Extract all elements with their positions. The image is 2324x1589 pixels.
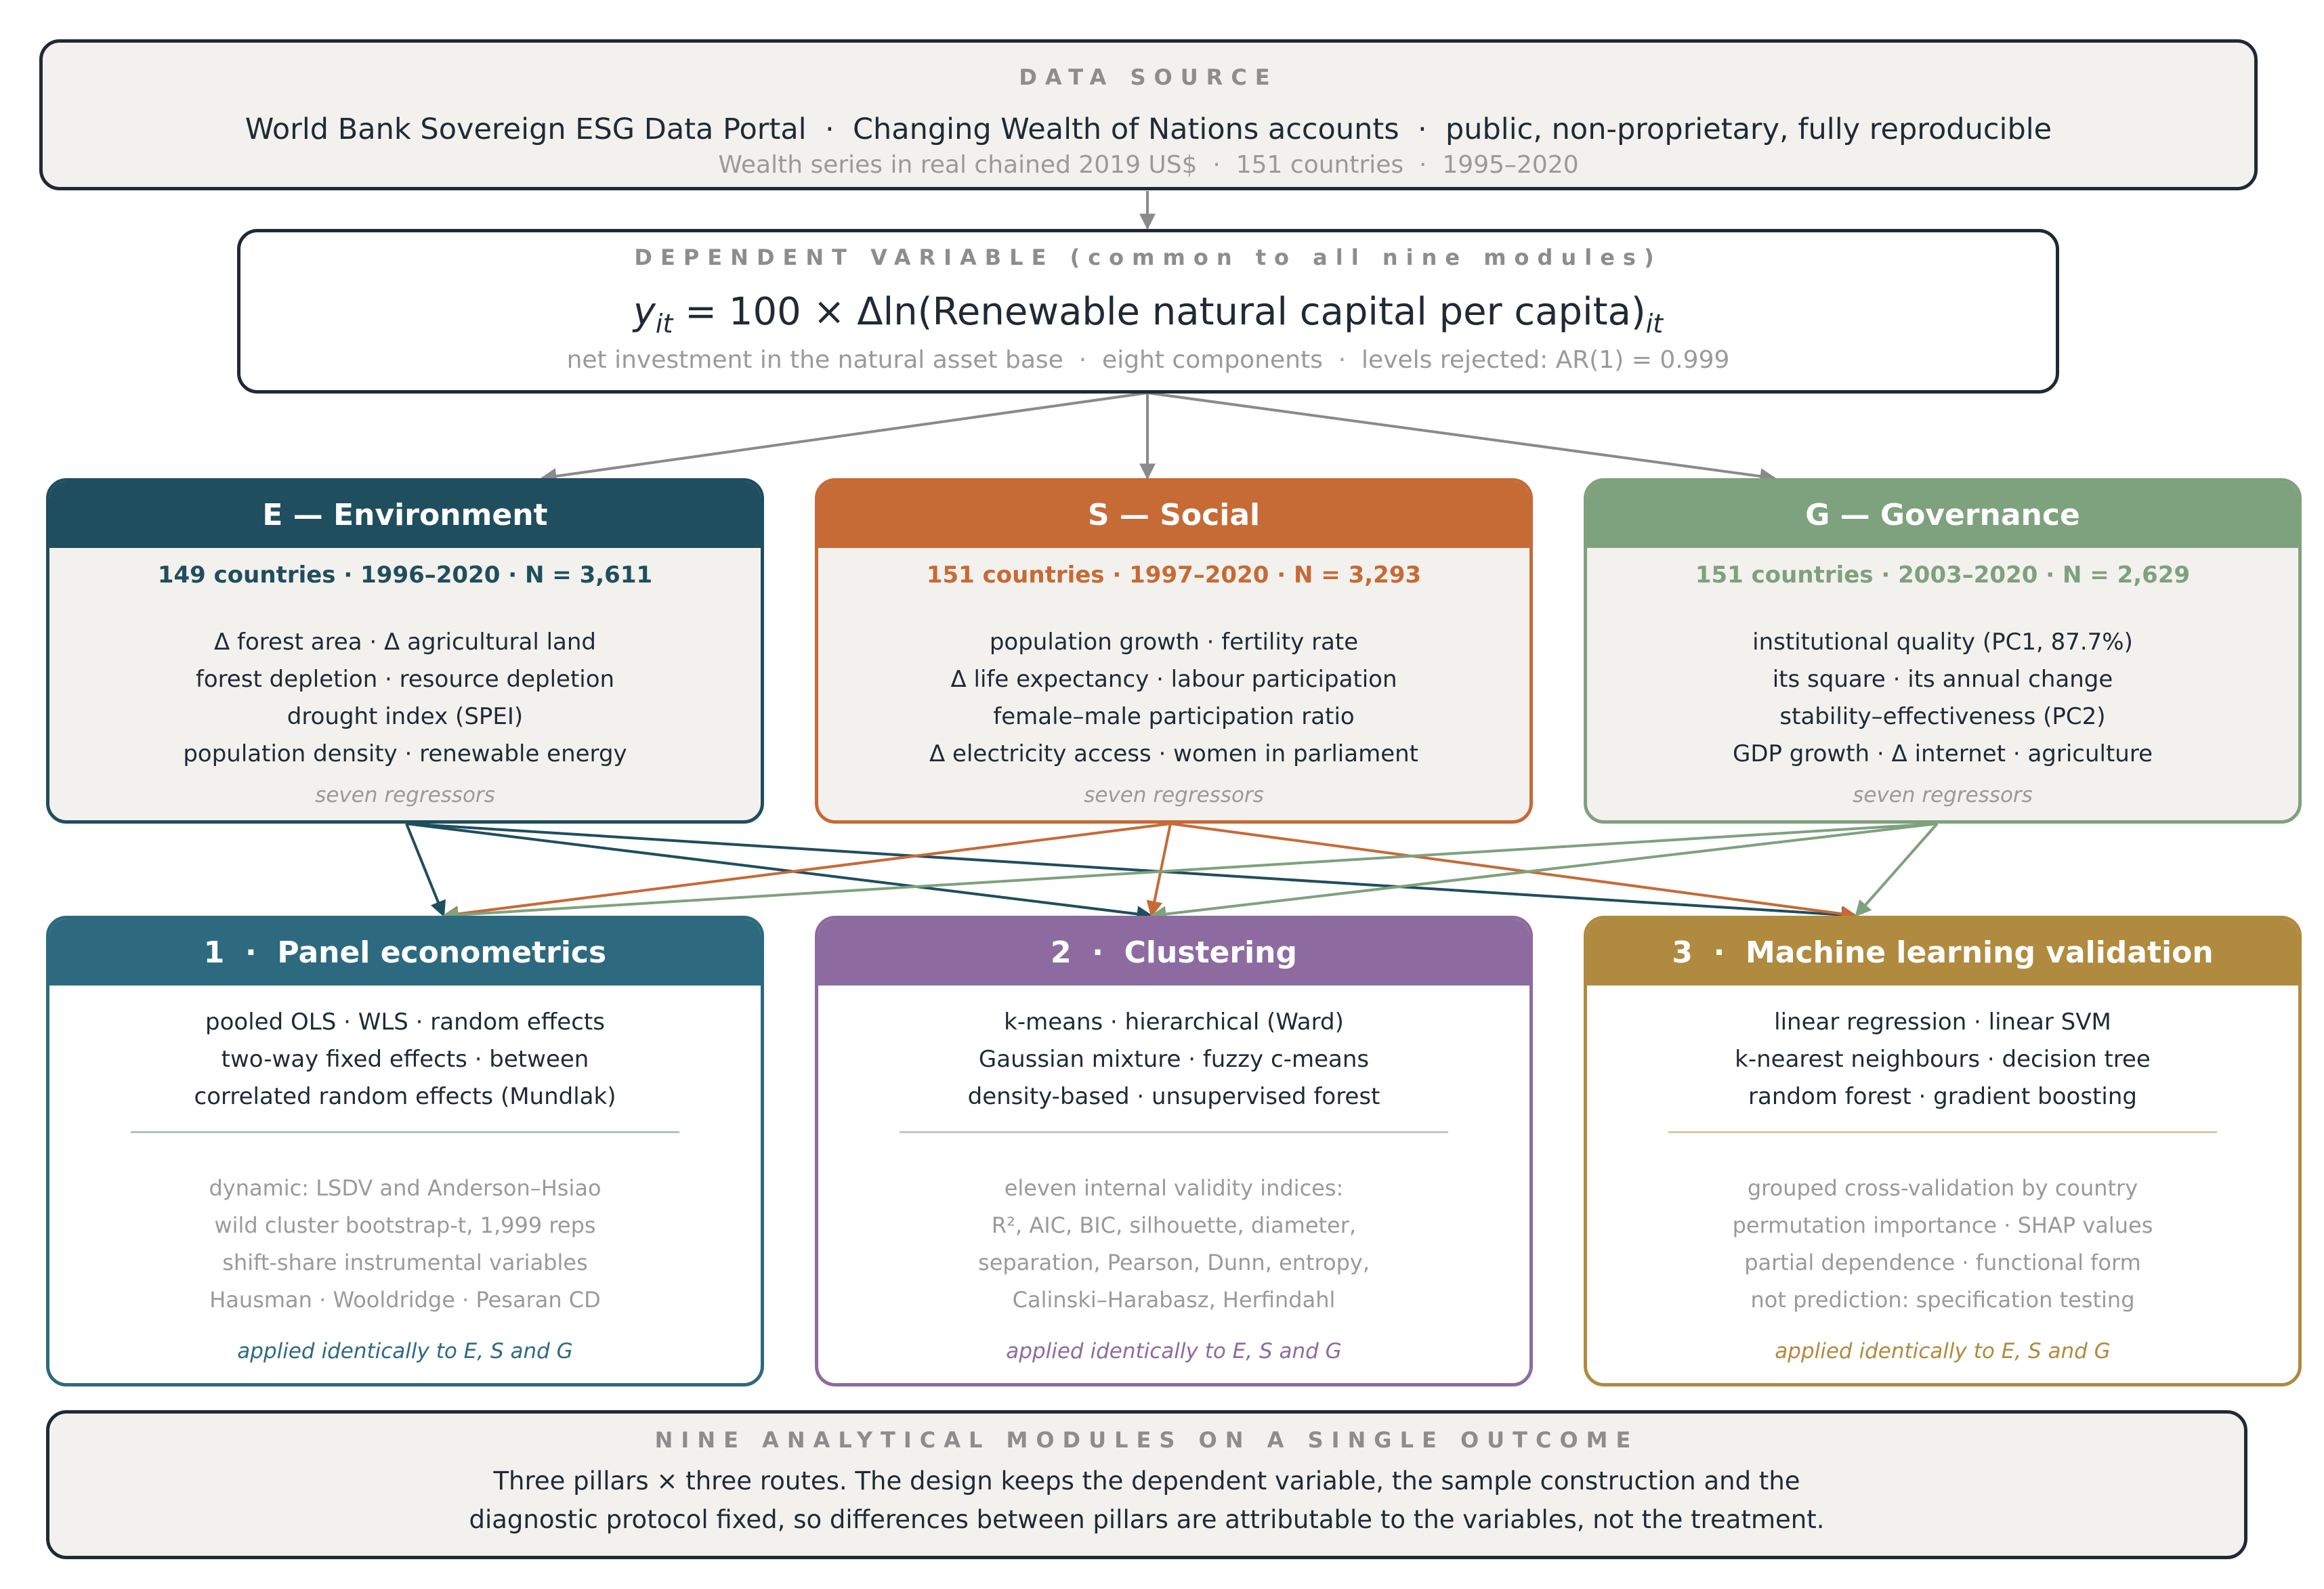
- regressor-line: female–male participation ratio: [993, 703, 1355, 730]
- formula-subscript: it: [1645, 309, 1664, 339]
- regressor-line: Δ forest area · Δ agricultural land: [213, 629, 597, 656]
- diagnostic-line: dynamic: LSDV and Anderson–Hsiao: [209, 1175, 601, 1201]
- method-panel-econometrics-diagnostics: [49, 1170, 761, 1319]
- formula-body: = 100 × Δln(Renewable natural capital per capita): [673, 290, 1646, 334]
- index-line: separation, Pearson, Dunn, entropy,: [978, 1250, 1370, 1275]
- estimator-line: correlated random effects (Mundlak): [194, 1083, 616, 1110]
- pillar-social-footer: seven regressors: [1084, 783, 1264, 807]
- method-clustering-divider: [900, 1131, 1448, 1133]
- method-panel-econometrics: [46, 916, 764, 1386]
- regressor-line: institutional quality (PC1, 87.7%): [1752, 629, 2133, 656]
- diagnostic-line: wild cluster bootstrap-t, 1,999 reps: [214, 1212, 596, 1238]
- arrow-dependent-to-e: [542, 393, 1147, 478]
- algorithm-line: Gaussian mixture · fuzzy c-means: [978, 1046, 1370, 1073]
- arrow-s-to-panel: [444, 824, 1170, 916]
- method-panel-econometrics-title: 1 · Panel econometrics: [49, 919, 761, 986]
- dependent-variable-note: net investment in the natural asset base · eight components · levels rejected: AR(1) = 0.999: [566, 346, 1730, 374]
- arrow-s-to-clustering: [1152, 824, 1170, 916]
- index-line: R², AIC, BIC, silhouette, diameter,: [991, 1212, 1357, 1238]
- estimator-line: two-way fixed effects · between: [221, 1046, 589, 1073]
- data-source-box: [39, 39, 2258, 190]
- method-machine-learning: [1584, 916, 2302, 1386]
- summary-line: Three pillars × three routes. The design keeps the dependent variable, the sample construction and the: [493, 1466, 1800, 1496]
- pillar-social: [815, 478, 1533, 824]
- data-source-detail: Wealth series in real chained 2019 US$ · 151 countries · 1995–2020: [718, 151, 1579, 179]
- regressor-line: Δ electricity access · women in parliament: [929, 740, 1419, 767]
- method-machine-learning-models: [1587, 1004, 2298, 1116]
- arrow-g-to-panel: [444, 824, 1937, 916]
- formula-y: y: [633, 290, 656, 334]
- pillar-social-title: S — Social: [818, 482, 1529, 548]
- regressor-line: Δ life expectancy · labour participation: [950, 666, 1397, 693]
- dependent-variable-kicker: DEPENDENT VARIABLE (common to all nine modules): [634, 245, 1662, 270]
- method-panel-econometrics-footer: applied identically to E, S and G: [237, 1339, 573, 1363]
- regressor-line: stability–effectiveness (PC2): [1779, 703, 2106, 730]
- pillar-governance-footer: seven regressors: [1853, 783, 2033, 807]
- method-clustering-algorithms: [818, 1004, 1529, 1116]
- method-machine-learning-divider: [1668, 1131, 2217, 1133]
- validation-line: not prediction: specification testing: [1750, 1287, 2135, 1313]
- arrow-dependent-to-g: [1147, 393, 1775, 478]
- method-panel-econometrics-estimators: [49, 1004, 761, 1116]
- diagnostic-line: shift-share instrumental variables: [222, 1250, 588, 1275]
- model-line: k-nearest neighbours · decision tree: [1735, 1046, 2151, 1073]
- formula-y-subscript: it: [655, 309, 673, 339]
- validation-line: partial dependence · functional form: [1744, 1250, 2141, 1275]
- regressor-line: forest depletion · resource depletion: [195, 666, 615, 693]
- arrow-e-to-panel: [406, 824, 444, 916]
- method-clustering-title: 2 · Clustering: [818, 919, 1529, 986]
- data-source-kicker: DATA SOURCE: [1019, 64, 1278, 90]
- pillar-environment-regressors: [49, 624, 761, 773]
- regressor-line: population growth · fertility rate: [989, 629, 1359, 656]
- dependent-variable-formula: [240, 290, 2056, 339]
- validation-line: grouped cross-validation by country: [1747, 1175, 2138, 1201]
- data-source-line: World Bank Sovereign ESG Data Portal · Changing Wealth of Nations accounts · public, non-proprietary, fully reproducible: [245, 112, 2052, 146]
- index-line: eleven internal validity indices:: [1004, 1175, 1344, 1201]
- diagnostic-line: Hausman · Wooldridge · Pesaran CD: [209, 1287, 601, 1313]
- arrow-e-to-clustering: [406, 824, 1152, 916]
- pillar-governance-title: G — Governance: [1587, 482, 2298, 548]
- validation-line: permutation importance · SHAP values: [1732, 1212, 2153, 1238]
- method-clustering: [815, 916, 1533, 1386]
- algorithm-line: density-based · unsupervised forest: [967, 1083, 1380, 1110]
- pillar-social-sample: 151 countries · 1997–2020 · N = 3,293: [926, 562, 1422, 589]
- pillar-governance-regressors: [1587, 624, 2298, 773]
- regressor-line: drought index (SPEI): [287, 703, 524, 730]
- pillar-environment-sample: 149 countries · 1996–2020 · N = 3,611: [157, 562, 653, 589]
- method-machine-learning-footer: applied identically to E, S and G: [1775, 1339, 2111, 1363]
- pillar-environment: [46, 478, 764, 824]
- method-clustering-indices: [818, 1170, 1529, 1319]
- regressor-line: population density · renewable energy: [183, 740, 627, 767]
- method-clustering-footer: applied identically to E, S and G: [1006, 1339, 1342, 1363]
- summary-line: diagnostic protocol fixed, so differences between pillars are attributable to the variables, not the treatment.: [469, 1505, 1825, 1534]
- index-line: Calinski–Harabasz, Herfindahl: [1012, 1287, 1336, 1313]
- summary-kicker: NINE ANALYTICAL MODULES ON A SINGLE OUTCOME: [654, 1427, 1639, 1453]
- method-machine-learning-title: 3 · Machine learning validation: [1587, 919, 2298, 986]
- pillar-environment-footer: seven regressors: [315, 783, 495, 807]
- method-machine-learning-validation: [1587, 1170, 2298, 1319]
- pillar-governance: [1584, 478, 2302, 824]
- pillar-environment-title: E — Environment: [49, 482, 761, 548]
- algorithm-line: k-means · hierarchical (Ward): [1004, 1009, 1344, 1036]
- estimator-line: pooled OLS · WLS · random effects: [205, 1009, 605, 1036]
- model-line: linear regression · linear SVM: [1774, 1009, 2111, 1036]
- model-line: random forest · gradient boosting: [1748, 1083, 2137, 1110]
- arrow-e-to-ml: [406, 824, 1856, 916]
- method-panel-econometrics-divider: [131, 1131, 679, 1133]
- pillar-social-regressors: [818, 624, 1529, 773]
- regressor-line: GDP growth · Δ internet · agriculture: [1732, 740, 2153, 767]
- summary-box: [46, 1410, 2247, 1559]
- regressor-line: its square · its annual change: [1772, 666, 2113, 693]
- pillar-governance-sample: 151 countries · 2003–2020 · N = 2,629: [1695, 562, 2191, 589]
- arrow-g-to-ml: [1856, 824, 1937, 916]
- dependent-variable-box: [237, 229, 2059, 394]
